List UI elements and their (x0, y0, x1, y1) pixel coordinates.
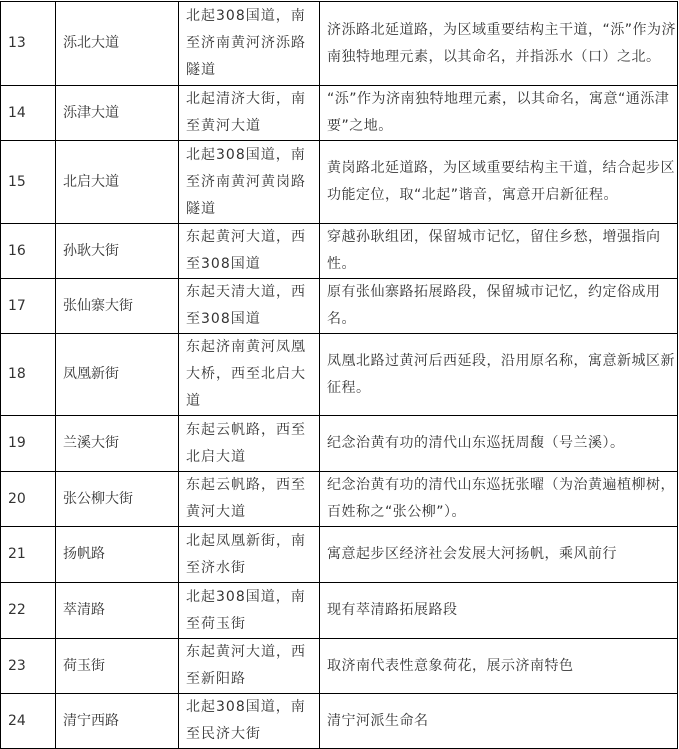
naming-meaning: 黄岗路北延道路，为区域重要结构主干道，结合起步区功能定位，取“北起”谐音，寓意开启新征程。 (320, 141, 678, 224)
row-number: 15 (1, 141, 56, 224)
row-number: 22 (1, 583, 56, 639)
table-row (1, 141, 678, 224)
road-range: 北起清济大街，南至黄河大道 (179, 86, 320, 141)
table-row (1, 639, 678, 694)
road-range: 东起黄河大道，西至308国道 (179, 224, 320, 279)
road-name: 北启大道 (56, 141, 179, 224)
road-range: 北起308国道，南至济南黄河黄岗路隧道 (179, 141, 320, 224)
naming-meaning: 纪念治黄有功的清代山东巡抚周馥（号兰溪）。 (320, 416, 678, 472)
naming-meaning: 穿越孙耿组团，保留城市记忆，留住乡愁，增强指向性。 (320, 224, 678, 279)
road-range: 北起308国道，南至荷玉街 (179, 583, 320, 639)
table-row (1, 224, 678, 279)
road-name: 荷玉街 (56, 639, 179, 694)
road-range: 东起黄河大道，西至新阳路 (179, 639, 320, 694)
naming-meaning: 取济南代表性意象荷花，展示济南特色 (320, 639, 678, 694)
road-name: 张仙寨大街 (56, 279, 179, 334)
row-number: 14 (1, 86, 56, 141)
table-row (1, 416, 678, 472)
road-range: 北起308国道，南至民济大街 (179, 694, 320, 749)
naming-meaning: 纪念治黄有功的清代山东巡抚张曜（为治黄遍植柳树，百姓称之“张公柳”）。 (320, 472, 678, 527)
row-number: 19 (1, 416, 56, 472)
table-row (1, 694, 678, 749)
road-range: 北起308国道，南至济南黄河济泺路隧道 (179, 2, 320, 86)
road-range: 东起云帆路，西至黄河大道 (179, 472, 320, 527)
road-name: 萃清路 (56, 583, 179, 639)
table-row (1, 279, 678, 334)
table-row (1, 86, 678, 141)
road-name: 扬帆路 (56, 527, 179, 583)
road-name: 凤凰新街 (56, 334, 179, 416)
road-range: 东起济南黄河凤凰大桥，西至北启大道 (179, 334, 320, 416)
naming-meaning: 清宁河派生命名 (320, 694, 678, 749)
road-name: 清宁西路 (56, 694, 179, 749)
road-name: 兰溪大街 (56, 416, 179, 472)
table-row (1, 527, 678, 583)
table-row (1, 472, 678, 527)
road-name: 泺北大道 (56, 2, 179, 86)
road-naming-table (0, 1, 678, 749)
naming-meaning: 原有张仙寨路拓展路段，保留城市记忆，约定俗成用名。 (320, 279, 678, 334)
naming-meaning: 寓意起步区经济社会发展大河扬帆，乘风前行 (320, 527, 678, 583)
row-number: 21 (1, 527, 56, 583)
table-row (1, 334, 678, 416)
table-row (1, 2, 678, 86)
row-number: 23 (1, 639, 56, 694)
naming-meaning: “泺”作为济南独特地理元素，以其命名，寓意“通泺津要”之地。 (320, 86, 678, 141)
row-number: 18 (1, 334, 56, 416)
road-name: 张公柳大街 (56, 472, 179, 527)
row-number: 24 (1, 694, 56, 749)
table-body (1, 2, 678, 749)
naming-meaning: 凤凰北路过黄河后西延段，沿用原名称，寓意新城区新征程。 (320, 334, 678, 416)
row-number: 17 (1, 279, 56, 334)
table-row (1, 583, 678, 639)
row-number: 20 (1, 472, 56, 527)
road-range: 北起凤凰新街，南至济水街 (179, 527, 320, 583)
road-range: 东起云帆路，西至北启大道 (179, 416, 320, 472)
row-number: 13 (1, 2, 56, 86)
road-name: 孙耿大街 (56, 224, 179, 279)
naming-meaning: 现有萃清路拓展路段 (320, 583, 678, 639)
row-number: 16 (1, 224, 56, 279)
road-name: 泺津大道 (56, 86, 179, 141)
road-range: 东起天清大道，西至308国道 (179, 279, 320, 334)
naming-meaning: 济泺路北延道路，为区域重要结构主干道，“泺”作为济南独特地理元素，以其命名，并指泺水（口）之北。 (320, 2, 678, 86)
